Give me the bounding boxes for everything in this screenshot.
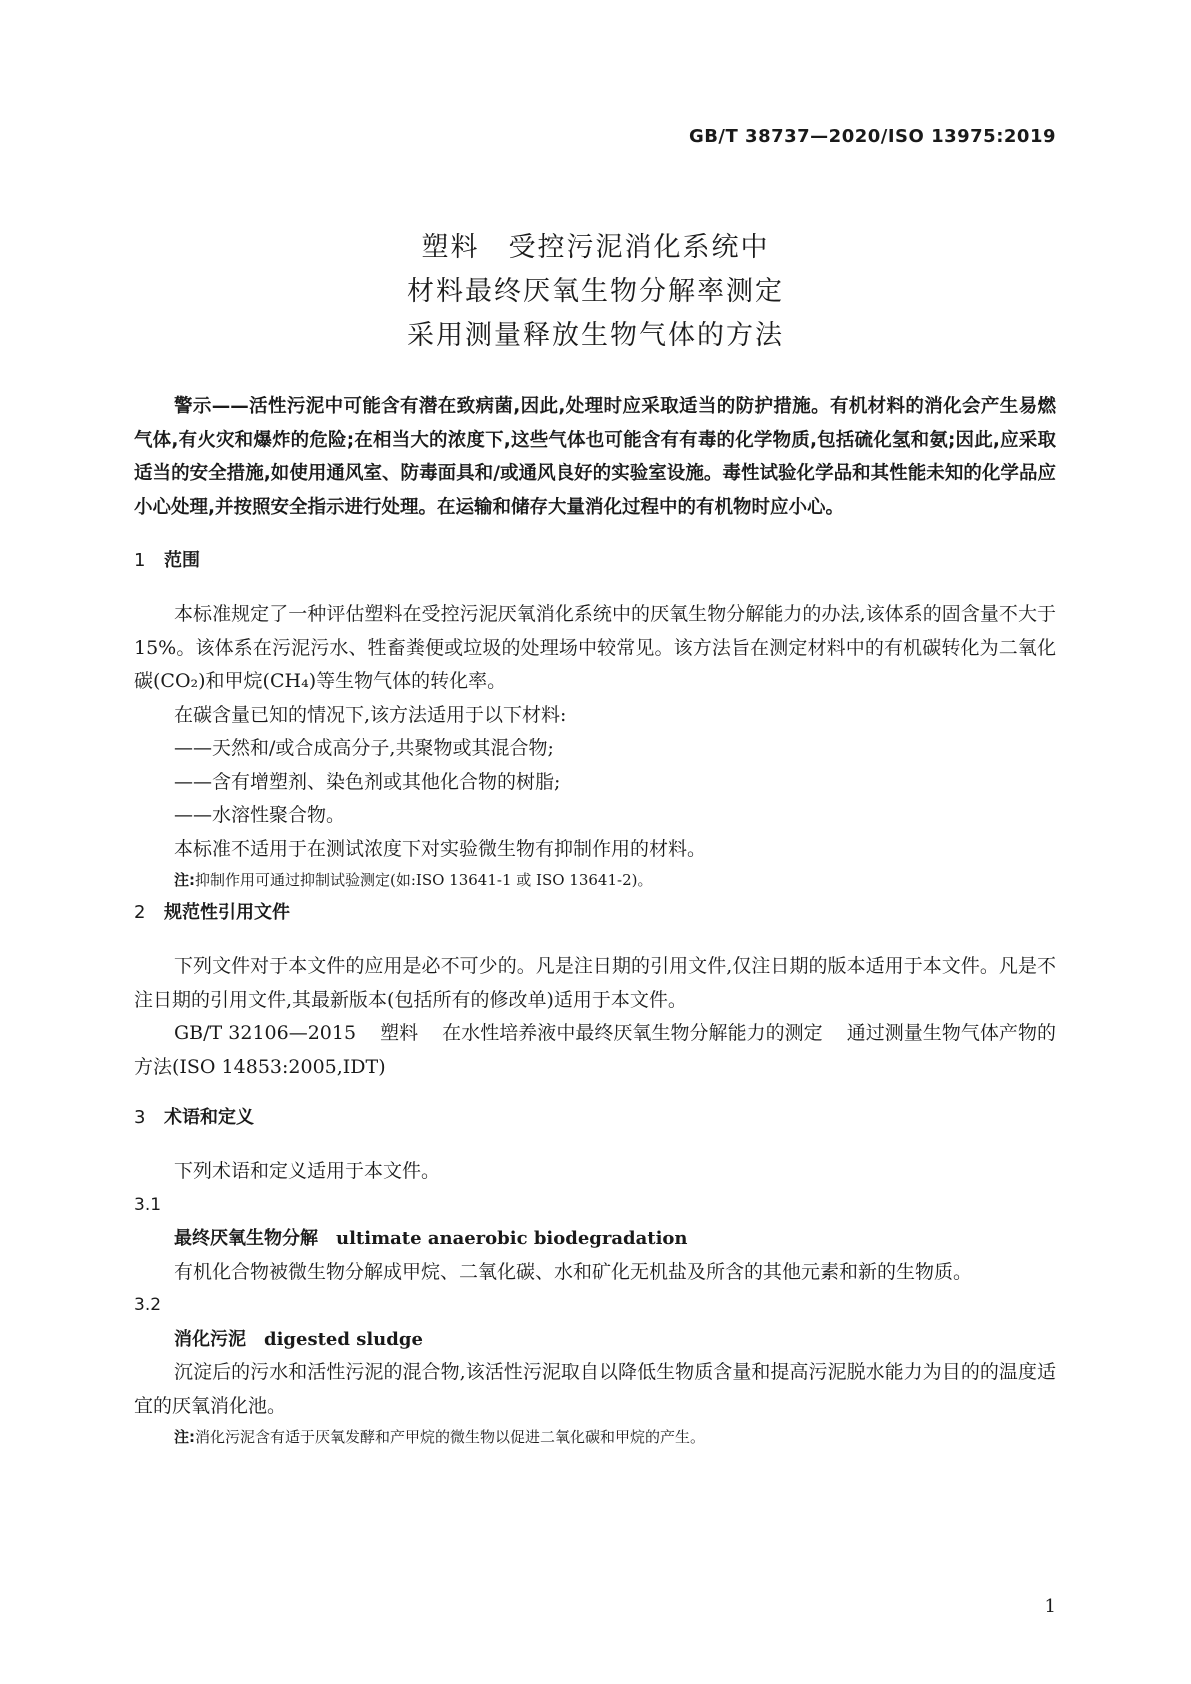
term-number: 3.2 [134,1295,162,1315]
title-line-1: 塑料 受控污泥消化系统中 [421,232,770,263]
term-definition: 有机化合物被微生物分解成甲烷、二氧化碳、水和矿化无机盐及所含的其他元素和新的生物质。 [174,1260,973,1283]
section-number: 2 [134,902,146,923]
term-zh: 最终厌氧生物分解 [174,1228,318,1249]
reference-part-a: 塑料 [380,1022,419,1044]
document-title [0,226,1191,358]
term-zh: 消化污泥 [174,1328,246,1350]
section-title: 范围 [164,550,200,571]
section-title: 术语和定义 [164,1107,254,1128]
section-3-body [134,1155,1056,1451]
term-heading [134,1222,1056,1256]
note [134,1423,1056,1451]
section-2-body [134,950,1056,1084]
term-number: 3.1 [134,1194,162,1215]
note [134,866,1056,894]
section-title: 规范性引用文件 [164,902,290,923]
term-en: digested sludge [264,1328,423,1350]
reference-entry [134,1017,1056,1084]
scope-paragraph: 本标准规定了一种评估塑料在受控污泥厌氧消化系统中的厌氧生物分解能力的办法,该体系的固含量不大于15%。该体系在污泥污水、牲畜粪便或垃圾的处理场中较常见。该方法旨在测定材料中的有机碳转化为二氧化碳(CO₂)和甲烷(CH₄)等生物气体的转化率。 [134,603,1056,692]
reference-part-b: 在水性培养液中最终厌氧生物分解能力的测定 [442,1022,823,1044]
section-3-heading [134,1103,254,1129]
standard-code: GB/T 38737—2020/ISO 13975:2019 [688,126,1056,147]
terms-intro: 下列术语和定义适用于本文件。 [174,1160,441,1182]
applicability-paragraph: 在碳含量已知的情况下,该方法适用于以下材料: [174,703,567,726]
list-item: ——天然和/或合成高分子,共聚物或其混合物; [174,737,554,759]
reference-code: GB/T 32106—2015 [174,1022,357,1044]
section-number: 3 [134,1107,146,1128]
page-number: 1 [1044,1596,1056,1617]
title-line-3: 采用测量释放生物气体的方法 [407,320,784,351]
note-label: 注: [174,1428,195,1446]
list-item: ——含有增塑剂、染色剂或其他化合物的树脂; [174,770,561,793]
term-en: ultimate anaerobic biodegradation [336,1228,688,1249]
warning-paragraph: 警示——活性污泥中可能含有潜在致病菌,因此,处理时应采取适当的防护措施。有机材料的消化会产生易燃气体,有火灾和爆炸的危险;在相当大的浓度下,这些气体也可能含有有毒的化学物质,包括硫化氢和氨;因此,应采取适当的安全措施,如使用通风室、防毒面具和/或通风良好的实验室设施。毒性试验化学品和其性能未知的化学品应小心处理,并按照安全指示进行处理。在运输和储存大量消化过程中的有机物时应小心。 [134,396,1056,518]
term-definition: 沉淀后的污水和活性污泥的混合物,该活性污泥取自以降低生物质含量和提高污泥脱水能力为目的的温度适宜的厌氧消化池。 [134,1361,1056,1417]
normative-paragraph: 下列文件对于本文件的应用是必不可少的。凡是注日期的引用文件,仅注日期的版本适用于本文件。凡是不注日期的引用文件,其最新版本(包括所有的修改单)适用于本文件。 [134,955,1056,1011]
section-1-body [134,598,1056,894]
section-number: 1 [134,550,146,571]
note-label: 注: [174,871,195,889]
note-text: 消化污泥含有适于厌氧发酵和产甲烷的微生物以促进二氧化碳和甲烷的产生。 [195,1428,706,1446]
title-line-2: 材料最终厌氧生物分解率测定 [407,276,784,307]
section-1-heading [134,546,200,572]
section-2-heading [134,898,290,924]
list-item: ——水溶性聚合物。 [174,804,346,826]
note-text: 抑制作用可通过抑制试验测定(如:ISO 13641-1 或 ISO 13641-2)。 [195,871,653,889]
term-heading [134,1323,1056,1357]
reference-part-c: 通过测量生物气体产物的方法(ISO 14853:2005,IDT) [134,1022,1056,1078]
exclusion-paragraph: 本标准不适用于在测试浓度下对实验微生物有抑制作用的材料。 [174,837,707,860]
